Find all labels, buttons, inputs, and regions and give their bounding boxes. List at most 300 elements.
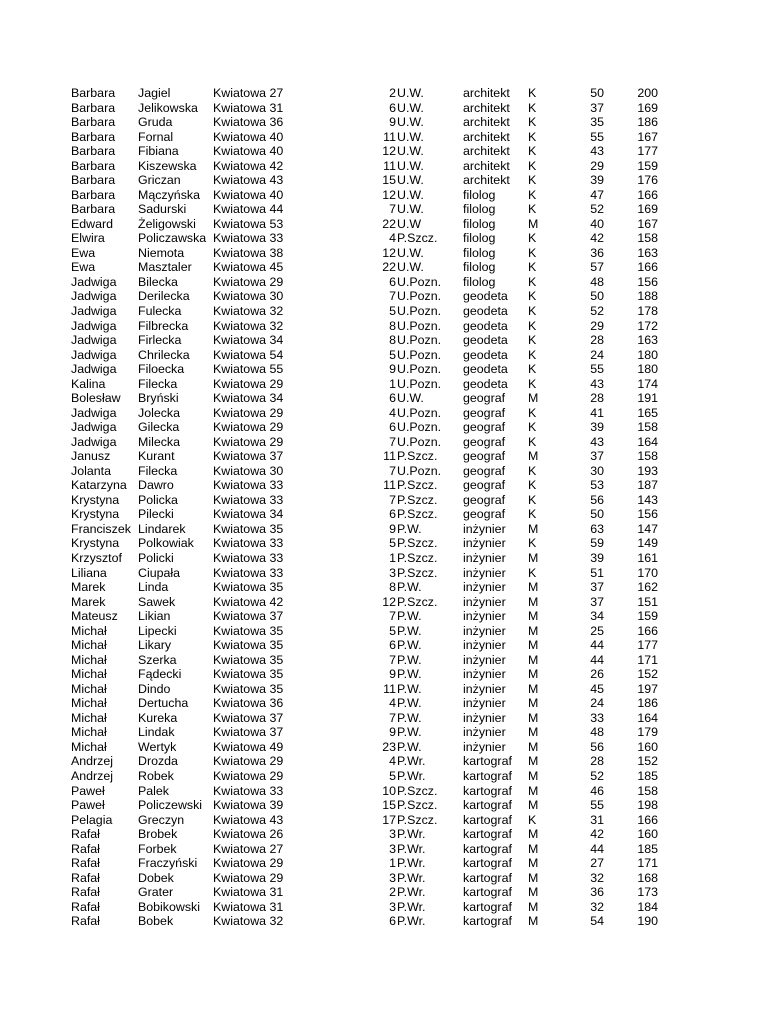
first-name-cell: Jadwiga: [71, 318, 117, 333]
first-name-cell: Barbara: [71, 173, 116, 188]
first-name-cell: Jadwiga: [71, 362, 117, 377]
age-cell: 56: [590, 739, 604, 754]
table-row: [0, 449, 768, 464]
sex-cell: K: [528, 289, 537, 304]
profession-cell: kartograf: [463, 870, 512, 885]
last-name-cell: Jelikowska: [138, 100, 198, 115]
last-name-cell: Polkowiak: [138, 536, 194, 551]
sex-cell: M: [528, 841, 539, 856]
street-cell: Kwiatowa 33: [213, 492, 284, 507]
profession-cell: inżynier: [463, 551, 506, 565]
number-cell: 9: [389, 725, 396, 740]
height-cell: 164: [637, 710, 658, 725]
age-cell: 24: [590, 696, 604, 711]
number-cell: 7: [389, 710, 396, 725]
height-cell: 156: [637, 274, 658, 289]
height-cell: 173: [637, 885, 658, 900]
street-cell: Kwiatowa 35: [213, 681, 284, 696]
last-name-cell: Fulecka: [138, 303, 182, 318]
age-cell: 52: [590, 768, 604, 783]
first-name-cell: Barbara: [71, 100, 116, 115]
sex-cell: M: [528, 725, 539, 740]
university-cell: U.W.: [397, 100, 424, 115]
street-cell: Kwiatowa 32: [213, 318, 284, 333]
first-name-cell: Andrzej: [71, 754, 114, 769]
table-row: [0, 711, 768, 726]
height-cell: 170: [637, 565, 658, 580]
street-cell: Kwiatowa 44: [213, 202, 284, 217]
sex-cell: M: [528, 623, 539, 638]
age-cell: 36: [590, 885, 604, 900]
last-name-cell: Firlecka: [138, 333, 182, 348]
street-cell: Kwiatowa 40: [213, 129, 284, 144]
table-row: [0, 842, 768, 857]
number-cell: 12: [382, 245, 396, 260]
profession-cell: architekt: [463, 129, 510, 144]
street-cell: Kwiatowa 34: [213, 507, 284, 522]
table-row: [0, 740, 768, 755]
sex-cell: M: [528, 783, 539, 798]
sex-cell: M: [528, 216, 539, 231]
sex-cell: K: [528, 478, 537, 493]
height-cell: 160: [637, 739, 658, 754]
first-name-cell: Rafał: [71, 870, 100, 885]
sex-cell: M: [528, 638, 539, 653]
height-cell: 171: [637, 856, 658, 871]
last-name-cell: Kurant: [138, 449, 175, 464]
last-name-cell: Filoecka: [138, 362, 185, 377]
table-row: [0, 725, 768, 740]
last-name-cell: Drozda: [138, 754, 178, 769]
profession-cell: inżynier: [463, 696, 506, 711]
sex-cell: K: [528, 86, 537, 100]
profession-cell: filolog: [463, 274, 496, 289]
first-name-cell: Jolanta: [71, 463, 111, 478]
number-cell: 1: [389, 856, 396, 871]
first-name-cell: Krystyna: [71, 492, 120, 507]
table-row: [0, 304, 768, 319]
street-cell: Kwiatowa 29: [213, 434, 284, 449]
table-row: [0, 202, 768, 217]
profession-cell: kartograf: [463, 812, 512, 827]
sex-cell: K: [528, 812, 537, 827]
street-cell: Kwiatowa 55: [213, 362, 284, 377]
first-name-cell: Elwira: [71, 231, 105, 246]
profession-cell: filolog: [463, 245, 496, 260]
university-cell: P.W.: [397, 638, 422, 653]
street-cell: Kwiatowa 33: [213, 565, 284, 580]
height-cell: 177: [637, 144, 658, 159]
table-row: [0, 667, 768, 682]
age-cell: 32: [590, 870, 604, 885]
number-cell: 6: [389, 100, 396, 115]
profession-cell: geograf: [463, 492, 506, 507]
number-cell: 22: [382, 216, 396, 231]
first-name-cell: Jadwiga: [71, 289, 117, 304]
last-name-cell: Fornal: [138, 129, 174, 144]
last-name-cell: Fibiana: [138, 144, 179, 159]
sex-cell: K: [528, 187, 537, 202]
number-cell: 6: [389, 420, 396, 435]
profession-cell: geograf: [463, 420, 506, 435]
last-name-cell: Likary: [138, 638, 172, 653]
table-row: [0, 115, 768, 130]
university-cell: P.Szcz.: [397, 565, 438, 580]
sex-cell: M: [528, 710, 539, 725]
sex-cell: K: [528, 376, 537, 391]
sex-cell: M: [528, 798, 539, 813]
first-name-cell: Pelagia: [71, 812, 113, 827]
profession-cell: inżynier: [463, 609, 506, 624]
table-row: [0, 435, 768, 450]
street-cell: Kwiatowa 26: [213, 827, 284, 842]
sex-cell: M: [528, 856, 539, 871]
number-cell: 10: [382, 783, 396, 798]
height-cell: 158: [637, 449, 658, 464]
number-cell: 7: [389, 202, 396, 217]
last-name-cell: Wertyk: [138, 739, 177, 754]
sex-cell: M: [528, 899, 539, 914]
number-cell: 7: [389, 434, 396, 449]
height-cell: 160: [637, 827, 658, 842]
profession-cell: kartograf: [463, 885, 512, 900]
last-name-cell: Jolecka: [138, 405, 181, 420]
age-cell: 28: [590, 754, 604, 769]
height-cell: 152: [637, 754, 658, 769]
number-cell: 8: [389, 318, 396, 333]
number-cell: 1: [389, 376, 396, 391]
university-cell: P.Szcz.: [397, 551, 438, 565]
university-cell: U.W.: [397, 391, 424, 406]
first-name-cell: Rafał: [71, 899, 100, 914]
university-cell: P.Szcz.: [397, 492, 438, 507]
table-row: [0, 173, 768, 188]
sex-cell: M: [528, 914, 539, 929]
age-cell: 28: [590, 333, 604, 348]
age-cell: 28: [590, 391, 604, 406]
first-name-cell: Barbara: [71, 144, 116, 159]
university-cell: P.Wr.: [397, 768, 426, 783]
first-name-cell: Paweł: [71, 798, 105, 813]
profession-cell: inżynier: [463, 638, 506, 653]
university-cell: U.W: [397, 216, 422, 231]
number-cell: 11: [383, 681, 396, 696]
last-name-cell: Policka: [138, 492, 178, 507]
number-cell: 23: [382, 739, 396, 754]
height-cell: 169: [637, 100, 658, 115]
profession-cell: filolog: [463, 187, 496, 202]
table-row: [0, 609, 768, 624]
sex-cell: M: [528, 391, 539, 406]
street-cell: Kwiatowa 33: [213, 551, 284, 565]
sex-cell: K: [528, 260, 537, 275]
table-row: [0, 406, 768, 421]
age-cell: 35: [590, 115, 604, 130]
age-cell: 44: [590, 652, 604, 667]
street-cell: Kwiatowa 54: [213, 347, 284, 362]
height-cell: 166: [637, 260, 658, 275]
height-cell: 198: [637, 798, 658, 813]
profession-cell: kartograf: [463, 827, 512, 842]
first-name-cell: Michał: [71, 710, 107, 725]
profession-cell: architekt: [463, 173, 510, 188]
table-row: [0, 551, 768, 566]
sex-cell: M: [528, 739, 539, 754]
height-cell: 147: [637, 521, 658, 536]
profession-cell: inżynier: [463, 594, 506, 609]
age-cell: 59: [590, 536, 604, 551]
street-cell: Kwiatowa 34: [213, 391, 284, 406]
sex-cell: M: [528, 609, 539, 624]
first-name-cell: Barbara: [71, 86, 116, 100]
number-cell: 12: [382, 187, 396, 202]
table-row: [0, 595, 768, 610]
first-name-cell: Marek: [71, 594, 106, 609]
profession-cell: architekt: [463, 144, 510, 159]
university-cell: P.Szcz.: [397, 507, 438, 522]
number-cell: 6: [389, 274, 396, 289]
height-cell: 185: [637, 841, 658, 856]
first-name-cell: Rafał: [71, 856, 100, 871]
last-name-cell: Robek: [138, 768, 174, 783]
profession-cell: inżynier: [463, 536, 506, 551]
sex-cell: K: [528, 405, 537, 420]
table-row: [0, 580, 768, 595]
last-name-cell: Lindak: [138, 725, 175, 740]
profession-cell: inżynier: [463, 521, 506, 536]
first-name-cell: Jadwiga: [71, 405, 117, 420]
last-name-cell: Filbrecka: [138, 318, 189, 333]
age-cell: 39: [590, 551, 604, 565]
number-cell: 5: [389, 303, 396, 318]
last-name-cell: Dindo: [138, 681, 171, 696]
last-name-cell: Chrilecka: [138, 347, 190, 362]
sex-cell: K: [528, 434, 537, 449]
number-cell: 9: [389, 521, 396, 536]
age-cell: 52: [590, 303, 604, 318]
height-cell: 190: [637, 914, 658, 929]
table-row: [0, 784, 768, 799]
age-cell: 48: [590, 274, 604, 289]
street-cell: Kwiatowa 49: [213, 739, 284, 754]
table-row: [0, 566, 768, 581]
height-cell: 169: [637, 202, 658, 217]
profession-cell: kartograf: [463, 856, 512, 871]
height-cell: 172: [637, 318, 658, 333]
number-cell: 9: [389, 667, 396, 682]
profession-cell: inżynier: [463, 681, 506, 696]
university-cell: U.W.: [397, 245, 424, 260]
university-cell: U.W.: [397, 260, 424, 275]
sex-cell: M: [528, 768, 539, 783]
sex-cell: K: [528, 245, 537, 260]
number-cell: 7: [389, 492, 396, 507]
sex-cell: K: [528, 420, 537, 435]
profession-cell: geograf: [463, 434, 506, 449]
sex-cell: M: [528, 580, 539, 595]
first-name-cell: Michał: [71, 696, 107, 711]
number-cell: 6: [389, 507, 396, 522]
number-cell: 3: [389, 565, 396, 580]
number-cell: 8: [389, 333, 396, 348]
first-name-cell: Barbara: [71, 115, 116, 130]
sex-cell: K: [528, 115, 537, 130]
street-cell: Kwiatowa 35: [213, 667, 284, 682]
number-cell: 6: [389, 638, 396, 653]
street-cell: Kwiatowa 33: [213, 783, 284, 798]
age-cell: 52: [590, 202, 604, 217]
university-cell: P.W.: [397, 710, 422, 725]
first-name-cell: Ewa: [71, 260, 96, 275]
street-cell: Kwiatowa 40: [213, 144, 284, 159]
street-cell: Kwiatowa 32: [213, 303, 284, 318]
age-cell: 42: [590, 231, 604, 246]
age-cell: 29: [590, 318, 604, 333]
age-cell: 34: [590, 609, 604, 624]
last-name-cell: Forbek: [138, 841, 177, 856]
age-cell: 51: [590, 565, 604, 580]
age-cell: 55: [590, 798, 604, 813]
street-cell: Kwiatowa 30: [213, 289, 284, 304]
university-cell: U.Pozn.: [397, 303, 442, 318]
age-cell: 24: [590, 347, 604, 362]
height-cell: 184: [637, 899, 658, 914]
age-cell: 27: [590, 856, 604, 871]
first-name-cell: Rafał: [71, 914, 100, 929]
first-name-cell: Michał: [71, 638, 107, 653]
university-cell: P.Szcz.: [397, 449, 438, 464]
university-cell: U.Pozn.: [397, 434, 442, 449]
table-row: [0, 827, 768, 842]
height-cell: 158: [637, 231, 658, 246]
street-cell: Kwiatowa 29: [213, 376, 284, 391]
last-name-cell: Fądecki: [138, 667, 182, 682]
first-name-cell: Jadwiga: [71, 333, 117, 348]
profession-cell: geodeta: [463, 289, 508, 304]
height-cell: 158: [637, 783, 658, 798]
street-cell: Kwiatowa 29: [213, 754, 284, 769]
number-cell: 1: [389, 551, 396, 565]
table-row: [0, 522, 768, 537]
age-cell: 43: [590, 144, 604, 159]
height-cell: 180: [637, 347, 658, 362]
sex-cell: M: [528, 754, 539, 769]
age-cell: 40: [590, 216, 604, 231]
table-row: [0, 478, 768, 493]
first-name-cell: Ewa: [71, 245, 96, 260]
number-cell: 4: [389, 405, 396, 420]
sex-cell: K: [528, 463, 537, 478]
age-cell: 55: [590, 362, 604, 377]
last-name-cell: Dertucha: [138, 696, 189, 711]
first-name-cell: Barbara: [71, 202, 116, 217]
table-row: [0, 377, 768, 392]
number-cell: 7: [389, 463, 396, 478]
height-cell: 185: [637, 768, 658, 783]
number-cell: 11: [383, 129, 396, 144]
street-cell: Kwiatowa 29: [213, 856, 284, 871]
age-cell: 50: [590, 289, 604, 304]
profession-cell: geodeta: [463, 376, 508, 391]
university-cell: P.Szcz.: [397, 536, 438, 551]
last-name-cell: Sawek: [138, 594, 176, 609]
table-row: [0, 638, 768, 653]
number-cell: 8: [389, 580, 396, 595]
university-cell: U.Pozn.: [397, 405, 442, 420]
street-cell: Kwiatowa 37: [213, 710, 284, 725]
university-cell: P.Wr.: [397, 870, 426, 885]
university-cell: P.W.: [397, 667, 422, 682]
age-cell: 25: [590, 623, 604, 638]
first-name-cell: Rafał: [71, 827, 100, 842]
first-name-cell: Marek: [71, 580, 106, 595]
last-name-cell: Greczyn: [138, 812, 185, 827]
age-cell: 26: [590, 667, 604, 682]
profession-cell: filolog: [463, 216, 496, 231]
number-cell: 6: [389, 391, 396, 406]
last-name-cell: Bobikowski: [138, 899, 200, 914]
university-cell: P.Wr.: [397, 754, 426, 769]
street-cell: Kwiatowa 38: [213, 245, 284, 260]
sex-cell: K: [528, 565, 537, 580]
university-cell: U.Pozn.: [397, 289, 442, 304]
last-name-cell: Bobek: [138, 914, 174, 929]
height-cell: 187: [637, 478, 658, 493]
last-name-cell: Lipecki: [138, 623, 177, 638]
university-cell: P.Szcz.: [397, 783, 438, 798]
table-row: [0, 159, 768, 174]
age-cell: 36: [590, 245, 604, 260]
university-cell: U.Pozn.: [397, 362, 442, 377]
profession-cell: architekt: [463, 86, 510, 100]
table-row: [0, 391, 768, 406]
sex-cell: K: [528, 274, 537, 289]
profession-cell: filolog: [463, 202, 496, 217]
street-cell: Kwiatowa 35: [213, 623, 284, 638]
university-cell: P.Wr.: [397, 856, 426, 871]
university-cell: U.W.: [397, 187, 424, 202]
street-cell: Kwiatowa 31: [213, 885, 284, 900]
number-cell: 9: [389, 362, 396, 377]
number-cell: 3: [389, 870, 396, 885]
profession-cell: geodeta: [463, 318, 508, 333]
height-cell: 167: [637, 129, 658, 144]
sex-cell: K: [528, 202, 537, 217]
street-cell: Kwiatowa 42: [213, 594, 284, 609]
profession-cell: kartograf: [463, 841, 512, 856]
height-cell: 178: [637, 303, 658, 318]
number-cell: 4: [389, 231, 396, 246]
age-cell: 33: [590, 710, 604, 725]
table-row: [0, 754, 768, 769]
first-name-cell: Jadwiga: [71, 420, 117, 435]
first-name-cell: Krystyna: [71, 536, 120, 551]
street-cell: Kwiatowa 35: [213, 580, 284, 595]
first-name-cell: Michał: [71, 739, 107, 754]
height-cell: 159: [637, 609, 658, 624]
street-cell: Kwiatowa 53: [213, 216, 284, 231]
number-cell: 5: [389, 347, 396, 362]
last-name-cell: Filecka: [138, 463, 178, 478]
last-name-cell: Dobek: [138, 870, 174, 885]
age-cell: 56: [590, 492, 604, 507]
profession-cell: filolog: [463, 231, 496, 246]
profession-cell: geodeta: [463, 333, 508, 348]
sex-cell: K: [528, 173, 537, 188]
street-cell: Kwiatowa 31: [213, 899, 284, 914]
first-name-cell: Barbara: [71, 187, 116, 202]
first-name-cell: Michał: [71, 725, 107, 740]
